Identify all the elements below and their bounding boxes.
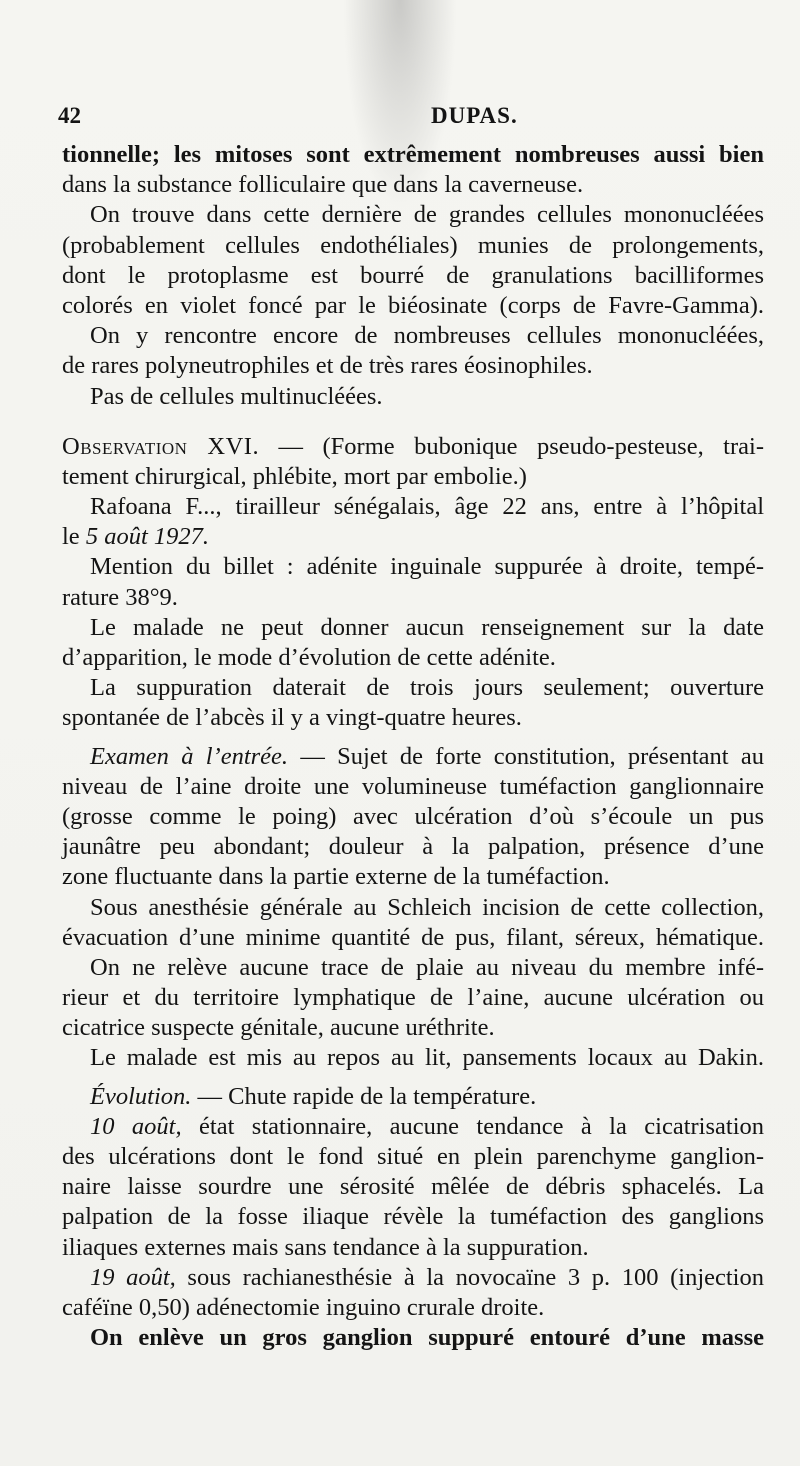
text-line: zone fluctuante dans la partie externe de la tuméfaction. <box>62 863 610 891</box>
paragraph-gap <box>62 734 764 742</box>
text-line: Rafoana F..., tirailleur sénégalais, âge 22 ans, entre à l’hôpital <box>90 493 764 521</box>
text-line: Le malade est mis au repos au lit, pansements locaux au Dakin. <box>90 1044 764 1072</box>
text-segment: — Chute rapide de la température. <box>191 1082 537 1110</box>
text-line: Le malade ne peut donner aucun renseignement sur la date <box>90 613 764 641</box>
text-segment: 10 août, <box>90 1112 182 1140</box>
text-line: jaunâtre peu abondant; douleur à la palpation, présence d’une <box>62 833 764 861</box>
text-segment: sous rachianesthésie à la novocaïne 3 p. 100 (injection <box>175 1263 764 1291</box>
text-line <box>62 1082 764 1112</box>
paragraph-gap <box>62 1074 764 1082</box>
text-line: spontanée de l’abcès il y a vingt-quatre heures. <box>62 704 522 732</box>
text-segment: 5 août 1927. <box>85 523 209 551</box>
text-line: rieur et du territoire lymphatique de l’aine, aucune ulcération ou <box>62 984 764 1012</box>
text-line: colorés en violet foncé par le biéosinate (corps de Favre-Gamma). <box>62 291 764 319</box>
text-line: (grosse comme le poing) avec ulcération d’où s’écoule un pus <box>62 802 764 830</box>
text-line: dont le protoplasme est bourré de granulations bacilliformes <box>62 261 764 289</box>
text-line <box>62 742 764 772</box>
page-number: 42 <box>58 103 81 128</box>
text-line: iliaques externes mais sans tendance à la suppuration. <box>62 1233 589 1261</box>
text-line: tement chirurgical, phlébite, mort par embolie.) <box>62 462 527 490</box>
text-line: palpation de la fosse iliaque révèle la tuméfaction des ganglions <box>62 1203 764 1231</box>
text-line <box>62 1263 764 1293</box>
text-line: niveau de l’aine droite une volumineuse tuméfaction ganglionnaire <box>62 772 764 800</box>
text-line: caféïne 0,50) adénectomie inguino crurale droite. <box>62 1293 545 1321</box>
text-line: dans la substance folliculaire que dans la caverneuse. <box>62 171 584 199</box>
body-text <box>62 140 764 1353</box>
text-line: On trouve dans cette dernière de grandes cellules mononucléées <box>90 201 764 229</box>
text-line: rature 38°9. <box>62 583 178 611</box>
text-segment: état stationnaire, aucune tendance à la cicatrisation <box>181 1112 764 1140</box>
text-line: On enlève un gros ganglion suppuré entouré d’une masse <box>90 1324 764 1352</box>
text-line: de rares polyneutrophiles et de très rares éosinophiles. <box>62 352 593 380</box>
text-segment: Examen à l’entrée. <box>90 742 289 770</box>
text-line: Sous anesthésie générale au Schleich incision de cette collection, <box>90 893 764 921</box>
text-segment: — Sujet de forte constitution, présentant au <box>288 742 764 770</box>
running-title: DUPAS. <box>431 103 518 128</box>
text-line: On ne relève aucune trace de plaie au niveau du membre infé- <box>90 953 764 981</box>
text-line <box>62 432 764 462</box>
text-segment: le <box>62 523 86 551</box>
text-segment: 19 août, <box>90 1263 176 1291</box>
text-line: évacuation d’une minime quantité de pus, filant, séreux, hématique. <box>62 923 764 951</box>
text-line: naire laisse sourdre une sérosité mêlée de débris sphacelés. La <box>62 1173 764 1201</box>
text-segment: — (Forme bubonique pseudo-pesteuse, trai- <box>259 432 764 460</box>
text-line: On y rencontre encore de nombreuses cellules mononucléées, <box>90 322 764 350</box>
text-line: d’apparition, le mode d’évolution de cette adénite. <box>62 644 556 671</box>
text-segment: Observation XVI. <box>62 432 260 460</box>
text-line: des ulcérations dont le fond situé en plein parenchyme ganglion- <box>62 1143 764 1170</box>
text-line: Mention du billet : adénite inguinale suppurée à droite, tempé- <box>90 553 764 581</box>
text-line: (probablement cellules endothéliales) munies de prolongements, <box>62 231 764 259</box>
text-line <box>62 522 764 552</box>
text-line: Pas de cellules multinucléées. <box>90 382 383 410</box>
text-line: La suppuration daterait de trois jours seulement; ouverture <box>90 674 764 702</box>
page-header <box>58 103 760 137</box>
text-line: cicatrice suspecte génitale, aucune uréthrite. <box>62 1014 495 1042</box>
paragraph-gap <box>62 412 764 432</box>
text-line <box>62 1112 764 1142</box>
text-segment: Évolution. <box>90 1082 192 1110</box>
text-line: tionnelle; les mitoses sont extrêmement nombreuses aussi bien <box>62 141 764 168</box>
